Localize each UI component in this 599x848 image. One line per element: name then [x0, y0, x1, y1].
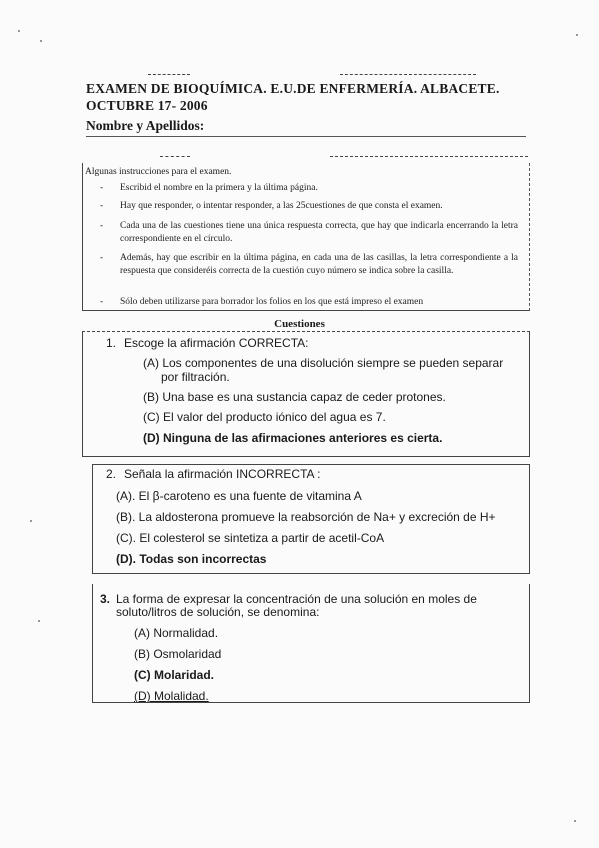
question-number: 2. — [106, 467, 117, 481]
header-top-rule-2 — [340, 74, 476, 75]
answer-option-a[interactable]: (A) Los componentes de una disolución siempre se pueden separar — [143, 356, 504, 370]
instructions-top-rule-2 — [330, 156, 528, 157]
instruction-item: - Escribid el nombre en la primera y la última página. — [100, 183, 318, 193]
exam-title-line2: OCTUBRE 17- 2006 — [86, 98, 208, 113]
instruction-item: - Sólo deben utilizarse para borrador los folios en los que está impreso el examen — [100, 297, 424, 307]
answer-option-c[interactable]: (C). El colesterol se sintetiza a partir de acetil-CoA — [116, 531, 385, 545]
answer-option-a-continued: por filtración. — [161, 370, 230, 384]
scan-speck — [38, 620, 40, 622]
question-stem-continued: soluto/litros de solución, se denomina: — [116, 605, 320, 619]
section-title: Cuestiones — [274, 318, 325, 330]
header-top-rule — [148, 74, 190, 75]
question-number: 1. — [106, 336, 117, 350]
scan-speck — [40, 40, 42, 42]
instructions-title: Algunas instrucciones para el examen. — [85, 167, 232, 177]
answer-option-d[interactable]: (D) Ninguna de las afirmaciones anteriores es cierta. — [143, 431, 443, 445]
answer-option-d[interactable]: (D) Molalidad. — [134, 689, 209, 703]
question-stem: La forma de expresar la concentración de una solución en moles de — [116, 592, 477, 606]
question-stem: Señala la afirmación INCORRECTA : — [124, 467, 321, 481]
instruction-item: - Además, hay que escribir en la última página, en cada una de las casillas, la letra correspondiente a la respuesta que consideréis correcta de la cuestión cuyo número se indica sobre la casilla. — [100, 253, 518, 276]
scan-speck — [574, 820, 576, 822]
scan-speck — [18, 30, 20, 32]
answer-option-a[interactable]: (A). El β-caroteno es una fuente de vitamina A — [116, 489, 362, 503]
exam-title-line1: EXAMEN DE BIOQUÍMICA. E.U.DE ENFERMERÍA. ALBACETE. — [86, 81, 500, 96]
answer-option-b[interactable]: (B) Una base es una sustancia capaz de ceder protones. — [143, 390, 446, 404]
name-field-label: Nombre y Apellidos: — [86, 118, 526, 137]
answer-option-d[interactable]: (D). Todas son incorrectas — [116, 552, 267, 566]
question-number: 3. — [100, 592, 111, 606]
instruction-item: - Hay que responder, o intentar responder, a las 25cuestiones de que consta el examen. — [100, 201, 443, 211]
question-stem: Escoge la afirmación CORRECTA: — [124, 336, 309, 350]
answer-option-c[interactable]: (C) El valor del producto iónico del agua es 7. — [143, 410, 386, 424]
answer-option-b[interactable]: (B). La aldosterona promueve la reabsorción de Na+ y excreción de H+ — [116, 510, 496, 524]
answer-option-a[interactable]: (A) Normalidad. — [134, 626, 219, 640]
answer-option-b[interactable]: (B) Osmolaridad — [134, 647, 222, 661]
instructions-top-rule — [160, 156, 190, 157]
scan-speck — [30, 520, 32, 522]
instruction-item: - Cada una de las cuestiones tiene una única respuesta correcta, que hay que indicarla encerrando la letra correspondiente en el círculo. — [100, 221, 518, 244]
scan-speck — [576, 34, 578, 36]
answer-option-c[interactable]: (C) Molaridad. — [134, 668, 214, 682]
